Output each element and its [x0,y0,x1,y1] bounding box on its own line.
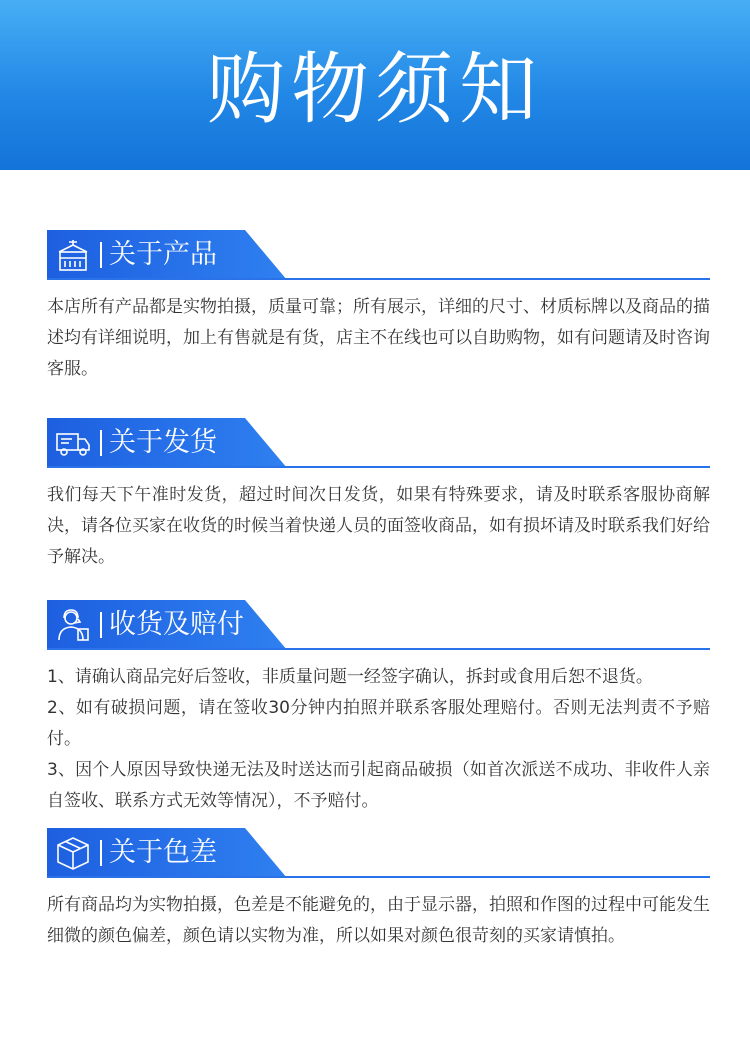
delivery-truck-icon [54,425,92,461]
section-title: 关于发货 [109,427,217,458]
section-body [47,480,710,573]
list-item: 2、如有破损问题，请在签收30分钟内拍照并联系客服处理赔付。否则无法判责不予赔付。 [47,698,710,749]
paragraph: 所有商品均为实物拍摄，色差是不能避免的，由于显示器，拍照和作图的过程中可能发生细微的颜色偏差，颜色请以实物为准，所以如果对颜色很苛刻的买家请慎拍。 [47,895,710,946]
section-header [47,230,710,280]
section-header [47,600,710,650]
page-title: 购物须知 [206,45,543,135]
section-title: 关于产品 [109,239,217,270]
tab-separator [100,242,102,268]
list-item: 3、因个人原因导致快递无法及时送达而引起商品破损（如首次派送不成功、非收件人亲自签收、联系方式无效等情况），不予赔付。 [47,760,710,811]
section-product [47,230,710,385]
paragraph: 我们每天下午准时发货，超过时间次日发货，如果有特殊要求，请及时联系客服协商解决，请各位买家在收货的时候当着快递人员的面签收商品，如有损坏请及时联系我们好给予解决。 [47,485,710,567]
section-header [47,828,710,878]
section-rule [47,648,710,650]
tab-separator [100,840,102,866]
header-banner [0,0,750,170]
tab-separator [100,612,102,638]
package-box-icon [54,835,92,871]
section-color-difference [47,828,710,952]
section-header [47,418,710,468]
section-rule [47,466,710,468]
section-receipt-compensation [47,600,710,817]
section-body [47,890,710,952]
customer-service-icon [54,607,92,643]
building-icon [54,237,92,273]
section-rule [47,876,710,878]
section-title: 关于色差 [109,837,217,868]
section-shipping [47,418,710,573]
section-title: 收货及赔付 [109,609,244,640]
section-body [47,292,710,385]
paragraph: 本店所有产品都是实物拍摄，质量可靠；所有展示，详细的尺寸、材质标牌以及商品的描述均有详细说明，加上有售就是有货，店主不在线也可以自助购物，如有问题请及时咨询客服。 [47,297,710,379]
tab-separator [100,430,102,456]
section-rule [47,278,710,280]
section-body [47,662,710,817]
list-item: 1、请确认商品完好后签收，非质量问题一经签字确认，拆封或食用后恕不退货。 [47,667,653,687]
